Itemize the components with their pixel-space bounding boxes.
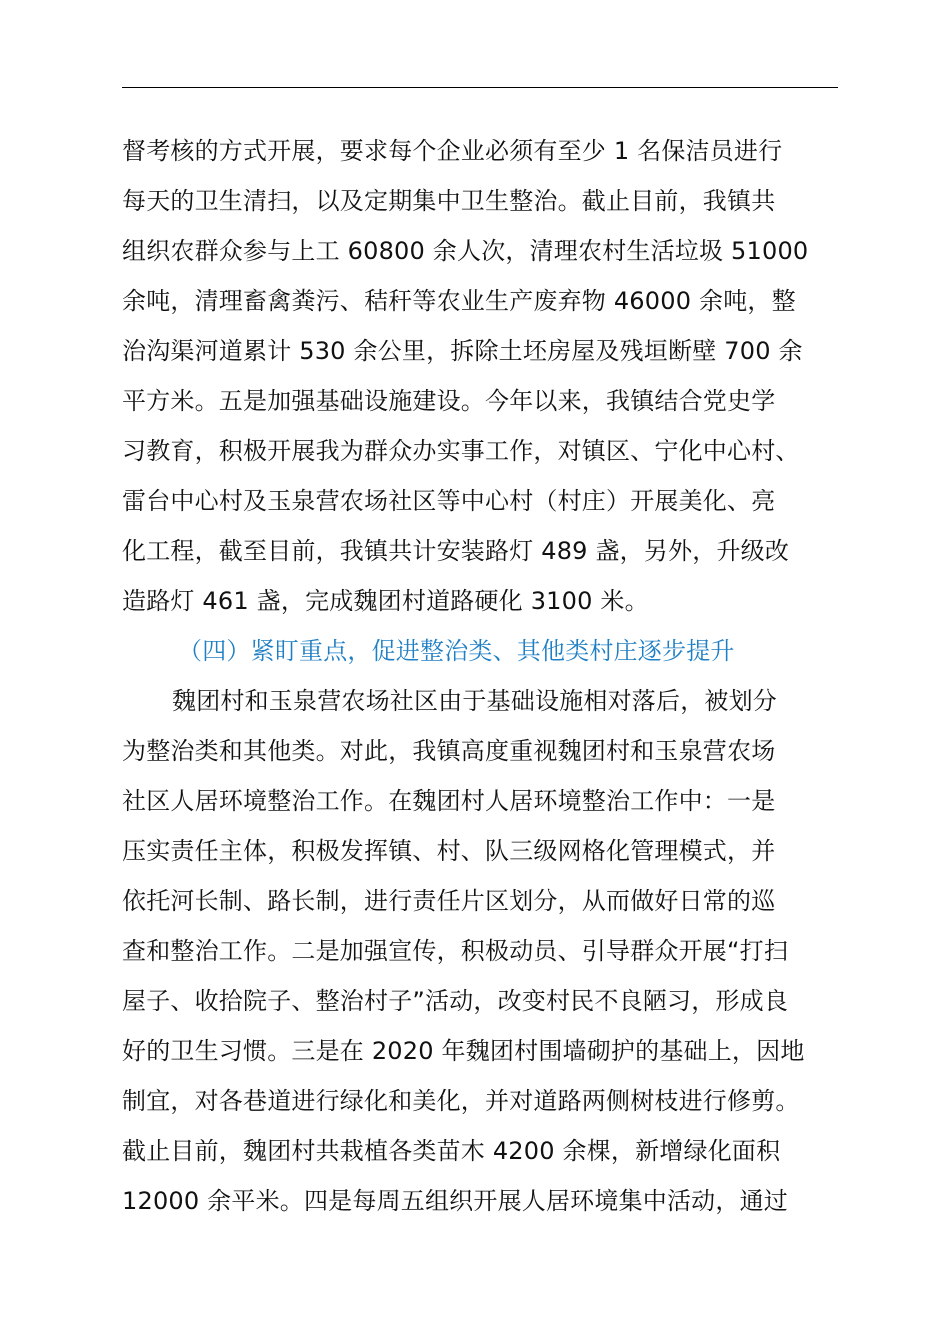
text-line: 制宜，对各巷道进行绿化和美化，并对道路两侧树枝进行修剪。 bbox=[122, 1087, 800, 1115]
text-line: 平方米。五是加强基础设施建设。今年以来，我镇结合党史学 bbox=[122, 387, 776, 415]
text-line: 查和整治工作。二是加强宣传，积极动员、引导群众开展“打扫 bbox=[122, 937, 789, 965]
text-line: 习教育，积极开展我为群众办实事工作，对镇区、宁化中心村、 bbox=[122, 437, 800, 465]
text-line: 余吨，清理畜禽粪污、秸秆等农业生产废弃物 46000 余吨，整 bbox=[122, 287, 796, 315]
text-line: 屋子、收拾院子、整治村子”活动，改变村民不良陋习，形成良 bbox=[122, 987, 789, 1015]
text-line: 化工程，截至目前，我镇共计安装路灯 489 盏，另外，升级改 bbox=[122, 537, 790, 565]
text-line: 雷台中心村及玉泉营农场社区等中心村（村庄）开展美化、亮 bbox=[122, 487, 776, 515]
text-line: 每天的卫生清扫，以及定期集中卫生整治。截止目前，我镇共 bbox=[122, 187, 776, 215]
text-line: 造路灯 461 盏，完成魏团村道路硬化 3100 米。 bbox=[122, 587, 649, 615]
text-line: 为整治类和其他类。对此，我镇高度重视魏团村和玉泉营农场 bbox=[122, 737, 776, 765]
text-line: 12000 余平米。四是每周五组织开展人居环境集中活动，通过 bbox=[122, 1187, 788, 1215]
section-heading: （四）紧盯重点，促进整治类、其他类村庄逐步提升 bbox=[178, 637, 735, 665]
text-line: 治沟渠河道累计 530 余公里，拆除土坯房屋及残垣断壁 700 余 bbox=[122, 337, 803, 365]
text-line: 组织农群众参与上工 60800 余人次，清理农村生活垃圾 51000 bbox=[122, 237, 809, 265]
text-line: 压实责任主体，积极发挥镇、村、队三级网格化管理模式，并 bbox=[122, 837, 776, 865]
header-rule bbox=[122, 87, 838, 88]
paragraph-weituan bbox=[122, 676, 842, 1226]
text-line: 督考核的方式开展，要求每个企业必须有至少 1 名保洁员进行 bbox=[122, 137, 783, 165]
text-line: 好的卫生习惯。三是在 2020 年魏团村围墙砌护的基础上，因地 bbox=[122, 1037, 805, 1065]
text-line: 魏团村和玉泉营农场社区由于基础设施相对落后，被划分 bbox=[172, 687, 777, 715]
document-body bbox=[122, 126, 842, 1226]
text-line: 截止目前，魏团村共栽植各类苗木 4200 余棵，新增绿化面积 bbox=[122, 1137, 781, 1165]
text-line: 社区人居环境整治工作。在魏团村人居环境整治工作中：一是 bbox=[122, 787, 776, 815]
paragraph-continuation bbox=[122, 126, 842, 626]
text-line: 依托河长制、路长制，进行责任片区划分，从而做好日常的巡 bbox=[122, 887, 776, 915]
